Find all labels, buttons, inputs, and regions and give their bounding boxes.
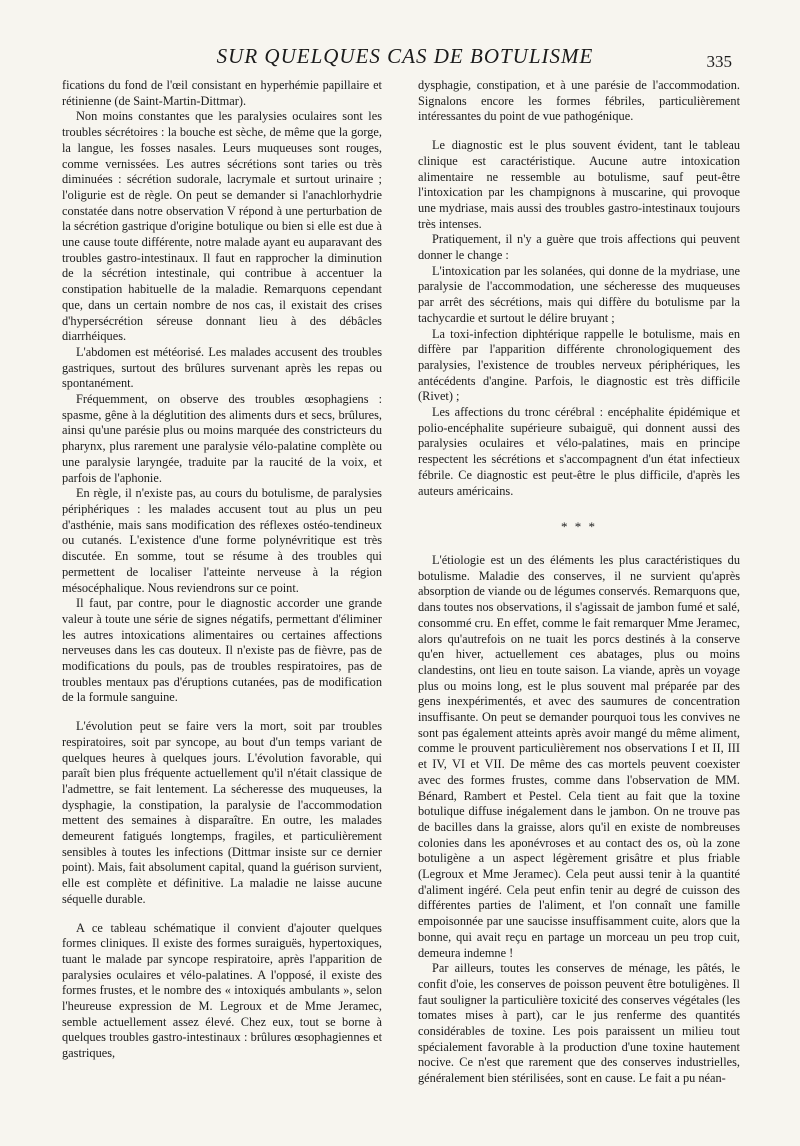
paragraph: L'abdomen est météorisé. Les malades accusent des troubles gastriques, surtout des brûlures survenant après les repas ou spontanément. — [62, 344, 382, 391]
paragraph: Par ailleurs, toutes les conserves de ménage, les pâtés, le confit d'oie, les conserves de poisson peuvent être botuligènes. Il faut souligner la particulière toxicité des conserves végétales (les tomates mises à part), car le jus renferme des quantités considérables de toxine. Les pois paraissent un milieu tout spécialement favorable à la production d'une toxine hautement nocive. Ce n'est que rarement que des conserves industrielles, généralement bien stérilisées, sont en cause. Le fait a pu néan- — [418, 961, 740, 1086]
paragraph: L'étiologie est un des éléments les plus caractéristiques du botulisme. Maladie des conserves, il ne survient qu'après absorption de viande ou de légumes conservés. Remarquons que, dans toutes nos observations, il s'agissait de jambon fumé et salé, consommé cru. En effet, comme le fait remarquer Mme Jeramec, alors qu'autrefois on ne tuait les porcs destinés à la conserve qu'en hiver, actuellement ces abatages, plus ou moins clandestins, ont lieu en toute saison. La viande, après un voyage plus ou moins long, est le plus souvent mal préparée par des gens inexpérimentés, et avec des saumures de concentration insuffisante. On peut se demander pourquoi tous les convives ne sont pas également atteints après avoir mangé du même aliment, comme le prouvent particulièrement nos observations I et II, III et IV, VI et VII. De même des cas mortels peuvent coexister avec des formes frustes, comme dans l'observation de MM. Bénard, Rambert et Pestel. Cela tient au fait que la toxine botulique diffuse inégalement dans le jambon. On ne trouve pas de bacilles dans la graisse, alors qu'il en existe de nombreuses colonies dans les aponévroses et au contact des os, où la zone botuligène a un aspect légèrement grisâtre et plus friable (Legroux et Mme Jeramec). Cela peut aussi tenir à la quantité d'aliment ingéré. Cela peut enfin tenir au degré de cuisson des différentes parties de l'aliment, et l'on connaît une famille empoisonnée par une saucisse insuffisamment cuite, alors que la bonne, qui avait reçu en partage un morceau un peu trop cuit, demeura indemne ! — [418, 552, 740, 960]
paragraph: fications du fond de l'œil consistant en hyperhémie papillaire et rétinienne (de Saint-Martin-Dittmar). — [62, 78, 382, 108]
page-number: 335 — [706, 52, 732, 71]
paragraph: dysphagie, constipation, et à une parésie de l'accommodation. Signalons encore les formes fébriles, particulièrement intéressantes du point de vue pathogénique. — [418, 78, 740, 124]
paragraph: Les affections du tronc cérébral : encéphalite épidémique et polio-encéphalite supérieure subaiguë, qui donnent aussi des paralysies oculaires et vélo-palatines, mais en principe respectent les sécrétions et s'accompagnent d'un état infectieux fébrile. Ce diagnostic est peut-être le plus difficile, d'après les auteurs américains. — [418, 405, 740, 498]
paragraph: Pratiquement, il n'y a guère que trois affections qui peuvent donner le change : — [418, 232, 740, 263]
left-column — [62, 78, 382, 1062]
running-title: SUR QUELQUES CAS DE BOTULISME — [216, 44, 594, 68]
paragraph: Fréquemment, on observe des troubles œsophagiens : spasme, gêne à la déglutition des aliments durs et secs, brûlures, ainsi qu'une parésie plus ou moins marquée des constricteurs du pharynx, plus rarement une paralysie vélo-palatine complète ou une paralysie laryngée, traduite par la raucité de la voix, et parfois de l'aphonie. — [62, 392, 382, 485]
paragraph: L'évolution peut se faire vers la mort, soit par troubles respiratoires, soit par syncope, au bout d'un temps variant de quelques heures à quelques jours. L'évolution favorable, qui paraît bien plus fréquente actuellement qu'il n'était classique de l'admettre, se fait lentement. La sécheresse des muqueuses, la dysphagie, la constipation, la paralysie de l'accommodation mettent des semaines à disparaître. En outre, les malades demeurent fatigués longtemps, fragiles, et particulièrement sensibles à toutes les infections (Dittmar insiste sur ce dernier point). Mais, fait absolument capital, quand la guérison survient, elle est complète et définitive. La maladie ne laisse aucune séquelle durable. — [62, 719, 382, 906]
paragraph: En règle, il n'existe pas, au cours du botulisme, de paralysies périphériques : les malades accusent tout au plus un peu d'asthénie, mais sans modification des réflexes ostéo-tendineux ou cutanés. L'existence d'une forme polynévritique est très discutée. En somme, tout se résume à des troubles qui permettent de localiser l'atteinte nerveuse à la région mésocéphalique. Nous reviendrons sur ce point. — [62, 486, 382, 595]
section-break: * * * — [561, 519, 597, 535]
paragraph: A ce tableau schématique il convient d'ajouter quelques formes cliniques. Il existe des formes suraiguës, hypertoxiques, tuant le malade par syncope respiratoire, après l'apparition de paralysies oculaires et vélo-palatines. A l'opposé, il existe des formes frustes, et le nombre des « intoxiqués ambulants », selon l'heureuse expression de M. Legroux et de Mme Jeramec, semble actuellement assez élevé. Chez eux, tout se borne à quelques troubles gastro-intestinaux : brûlures œsophagiennes et gastriques, — [62, 920, 382, 1061]
paragraph: La toxi-infection diphtérique rappelle le botulisme, mais en diffère par l'apparition différente chronologiquement des paralysies, l'existence de troubles nerveux périphériques, les antécédents d'angine. Parfois, le diagnostic est très difficile (Rivet) ; — [418, 326, 740, 404]
paragraph: L'intoxication par les solanées, qui donne de la mydriase, une paralysie de l'accommodation, une sécheresse des muqueuses par arrêt des sécrétions, mais qui diffère du botulisme par la tachycardie et surtout le délire bruyant ; — [418, 263, 740, 325]
right-column — [418, 78, 740, 1087]
paragraph: Il faut, par contre, pour le diagnostic accorder une grande valeur à toute une série de signes négatifs, permettant d'éliminer les autres intoxications alimentaires ou certaines affections nerveuses dans les cas douteux. Il n'existe pas de fièvre, pas de modifications du pouls, pas de troubles respiratoires, pas de troubles mentaux pas d'éruptions cutanées, pas de modification de la formule sanguine. — [62, 596, 382, 705]
paragraph: Le diagnostic est le plus souvent évident, tant le tableau clinique est caractéristique. Aucune autre intoxication alimentaire ne ressemble au botulisme, sauf peut-être l'intoxication par les champignons à muscarine, qui provoque une mydriase, mais aussi des troubles gastro-intestinaux toujours très intenses. — [418, 138, 740, 231]
paragraph: Non moins constantes que les paralysies oculaires sont les troubles sécrétoires : la bouche est sèche, de même que la gorge, la langue, les fosses nasales. Leurs muqueuses sont rouges, comme vernissées. Les autres sécrétions sont taries ou très diminuées : sécrétion sudorale, lacrymale et surtout urinaire ; l'oligurie est de règle. On peut se demander si l'anachlorhydrie constatée dans notre observation V répond à une perturbation de la sécrétion gastrique d'origine botulique ou bien si elle est due à une cause toute différente, notre malade ayant eu auparavant des troubles gastro-intestinaux. Il faut en rapprocher la diminution de la sécrétion intestinale, qui contribue à accentuer la constipation habituelle de la maladie. Remarquons cependant que, dans un certain nombre de nos cas, il existait des crises d'hypersécrétion séreuse donnant lieu à des débâcles diarrhéiques. — [62, 109, 382, 344]
